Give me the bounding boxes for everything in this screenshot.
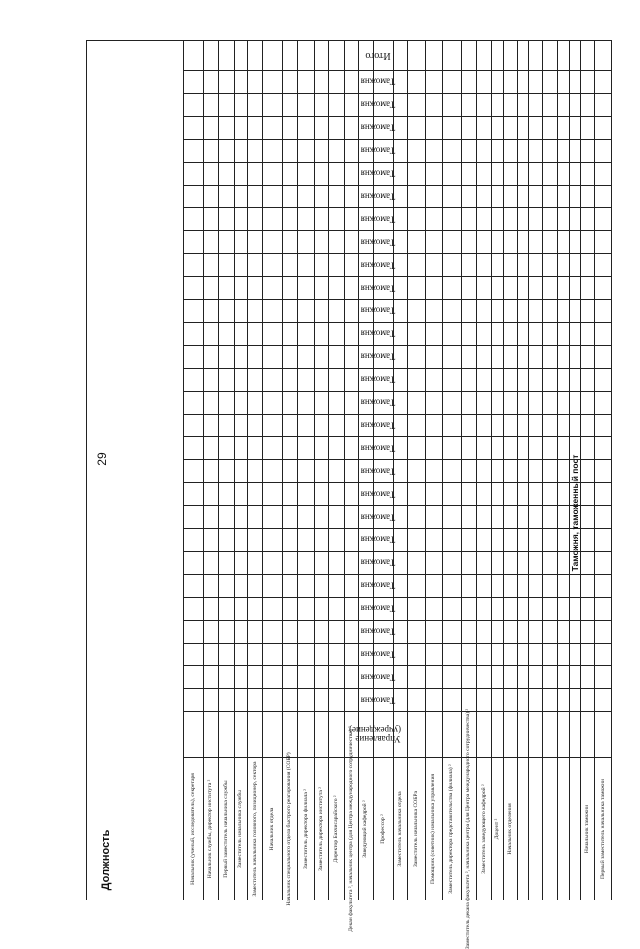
header-tamozhnya: Таможня [360, 580, 395, 591]
grid-line [218, 40, 219, 900]
header-tamozhnya: Таможня [360, 168, 395, 179]
header-tamozhnya: Таможня [360, 328, 395, 339]
grid-line [594, 40, 595, 900]
column-title-dolzhnost: Должность [100, 829, 112, 891]
header-tamozhnya: Таможня [360, 489, 395, 500]
row-label: Заместитель начальника отдела [396, 791, 403, 867]
row-label: Начальник отделения [506, 802, 513, 855]
grid-line [528, 40, 529, 900]
row-label: Профессор ² [379, 813, 386, 844]
header-tamozhnya: Таможня [360, 99, 395, 110]
row-label: Начальник (ученый, исследователь), секретаря [189, 772, 196, 885]
grid-line [542, 40, 543, 900]
header-tamozhnya: Таможня [360, 512, 395, 523]
grid-line [476, 40, 477, 900]
grid-line [580, 40, 581, 900]
row-label: Начальник специального отдела быстрого реагирования (СОБР) [286, 751, 293, 906]
grid-line [461, 40, 462, 900]
header-tamozhnya: Таможня [360, 214, 395, 225]
row-label: Заместитель директора представительства (филиала) ² [448, 763, 455, 894]
row-label: Директор Бахчисарайского ² [333, 795, 340, 863]
grid-line [183, 40, 184, 900]
grid-line [297, 40, 298, 900]
grid-line [358, 40, 359, 900]
row-label: Первый заместитель начальника службы [222, 779, 229, 878]
page-number: 29 [95, 452, 109, 466]
row-label: Декан факультета ², начальник центра (для Центра международного сотрудничества) ² [347, 725, 354, 932]
grid-line [491, 40, 492, 900]
grid-line [557, 40, 558, 900]
row-label: Начальник службы, директор института ² [207, 779, 214, 878]
row-label: Заместитель начальника СОБРа [413, 790, 420, 867]
header-tamozhnya: Таможня [360, 420, 395, 431]
header-tamozhnya: Таможня [360, 466, 395, 477]
header-tamozhnya: Таможня [360, 374, 395, 385]
header-itogo: Итого [364, 50, 391, 61]
grid-line [425, 40, 426, 900]
grid-line [328, 40, 329, 900]
row-label: Заместитель директора филиала ² [302, 788, 309, 869]
section-label: Таможня, таможенный пост [569, 454, 580, 572]
grid-line [262, 40, 263, 900]
header-tamozhnya: Таможня [360, 695, 395, 706]
grid-line [344, 40, 345, 900]
header-tamozhnya: Таможня [360, 305, 395, 316]
grid-line [517, 40, 518, 900]
table-border [86, 40, 87, 900]
row-label: Заместитель заведующего кафедрой ² [480, 783, 487, 874]
grid-line [203, 40, 204, 900]
row-label: Заместитель начальника службы [237, 789, 244, 868]
grid-line [314, 40, 315, 900]
grid-line [234, 40, 235, 900]
staffing-table [86, 40, 612, 949]
header-tamozhnya: Таможня [360, 260, 395, 271]
header-tamozhnya: Таможня [360, 237, 395, 248]
header-tamozhnya: Таможня [360, 283, 395, 294]
grid-line [282, 40, 283, 900]
grid-line [407, 40, 408, 900]
header-tamozhnya: Таможня [360, 443, 395, 454]
header-tamozhnya: Таможня [360, 397, 395, 408]
row-label: Начальник отдела [268, 807, 275, 850]
header-tamozhnya: Таможня [360, 626, 395, 637]
header-tamozhnya: Таможня [360, 649, 395, 660]
header-tamozhnya: Таможня [360, 557, 395, 568]
row-label: Помощник (советник) начальника управления [430, 773, 437, 884]
grid-line [442, 40, 443, 900]
header-tamozhnya: Таможня [360, 76, 395, 87]
header-tamozhnya: Таможня [360, 122, 395, 133]
row-label: Заместитель декана факультета ², начальника центра (для Центра международного сотрудничества) ² [465, 708, 472, 949]
header-upravlenie: Управление (учреждение) [348, 725, 401, 745]
section-row-label: Первый заместитель начальника таможни [599, 778, 606, 879]
section-row-label: Начальник таможни [584, 804, 591, 853]
grid-line [247, 40, 248, 900]
header-tamozhnya: Таможня [360, 534, 395, 545]
header-tamozhnya: Таможня [360, 145, 395, 156]
header-tamozhnya: Таможня [360, 672, 395, 683]
row-label: Заведующий кафедрой ² [362, 799, 369, 858]
grid-line [503, 40, 504, 900]
table-border [611, 40, 612, 900]
row-label: Доцент ² [493, 818, 500, 839]
row-label: Заместитель начальника головного, позиционер, сектора [251, 761, 258, 897]
row-label: Заместитель директора института ² [318, 786, 325, 871]
header-tamozhnya: Таможня [360, 351, 395, 362]
header-tamozhnya: Таможня [360, 603, 395, 614]
header-tamozhnya: Таможня [360, 191, 395, 202]
